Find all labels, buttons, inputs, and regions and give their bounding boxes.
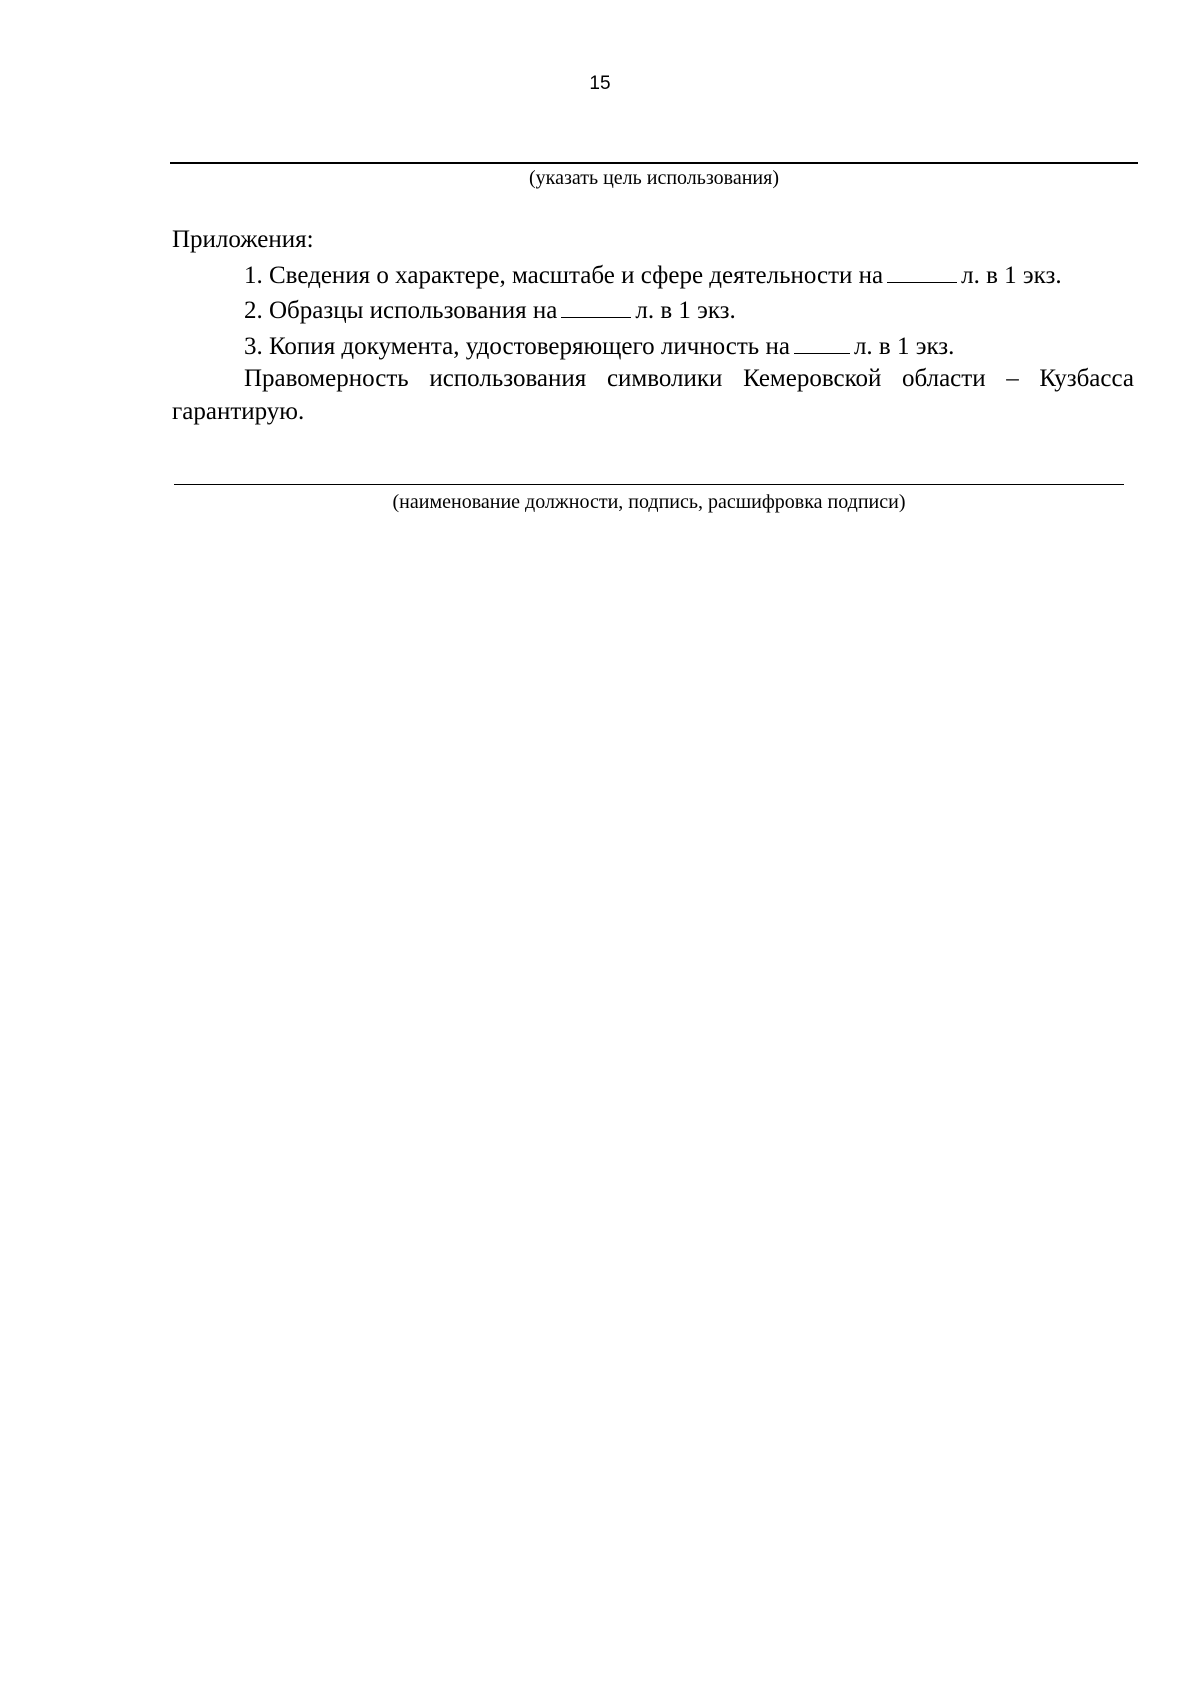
attachment-item-2-text: 2. Образцы использования на <box>244 297 558 324</box>
purpose-caption: (указать цель использования) <box>529 167 779 189</box>
attachment-item-1-text: 1. Сведения о характере, масштабе и сфере деятельности на <box>244 261 884 289</box>
page-number: 15 <box>589 73 611 94</box>
attachment-item-3-blank[interactable] <box>794 328 850 354</box>
attachment-item-3-text: 3. Копия документа, удостоверяющего личность на <box>244 332 790 360</box>
attachment-item-1-tail: л. в 1 экз. <box>961 261 1062 289</box>
attachment-item-3-tail: л. в 1 экз. <box>853 332 955 360</box>
attachment-item-2-blank[interactable] <box>561 292 631 318</box>
attachment-item-2 <box>172 292 1134 328</box>
attachment-item-1-blank[interactable] <box>887 257 957 283</box>
attachment-item-1 <box>172 257 1134 293</box>
signature-caption: (наименование должности, подпись, расшифровка подписи) <box>392 491 906 513</box>
signature-line[interactable] <box>174 484 1124 485</box>
attachments-heading: Приложения: <box>172 226 314 253</box>
attachments-section <box>172 224 1134 428</box>
purpose-underline <box>170 162 1138 164</box>
attachment-item-3 <box>172 328 1134 364</box>
attachment-item-2-tail: л. в 1 экз. <box>635 297 736 324</box>
guarantee-statement: Правомерность использования символики Кемеровской области – Кузбасса гарантирую. <box>172 365 1134 425</box>
